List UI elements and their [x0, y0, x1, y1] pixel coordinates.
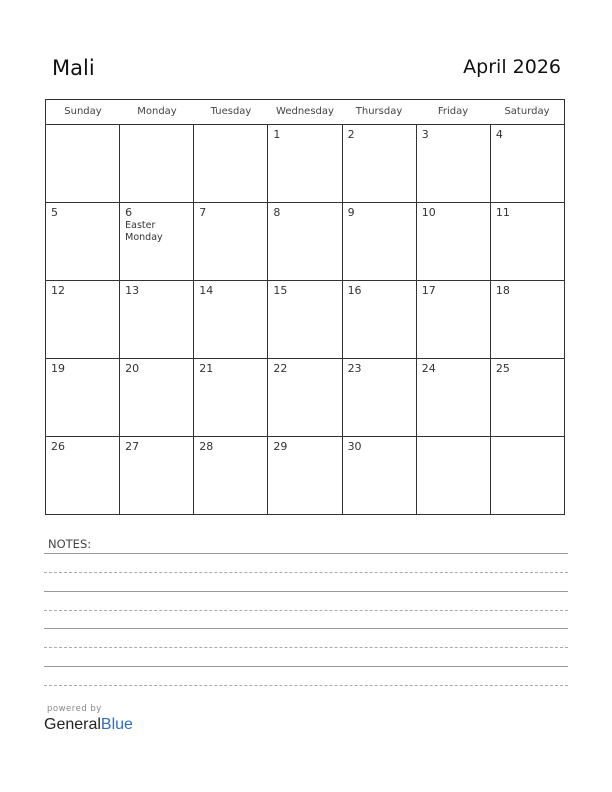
- weekday-saturday: Saturday: [504, 106, 550, 117]
- week-row: [46, 359, 564, 437]
- day-cell: [343, 203, 417, 280]
- note-line: [44, 591, 568, 592]
- day-number: 16: [347, 284, 362, 297]
- day-cell: [343, 359, 417, 436]
- day-number: 15: [273, 284, 288, 297]
- holiday-label-line: Easter: [125, 220, 156, 231]
- day-cell: [120, 281, 194, 358]
- note-line: [44, 628, 568, 629]
- day-cell: [268, 125, 342, 202]
- day-number: 17: [421, 284, 436, 297]
- weekday-header-row: [46, 100, 564, 125]
- day-cell: [120, 359, 194, 436]
- day-cell: [46, 281, 120, 358]
- week-row: [46, 125, 564, 203]
- day-number: 9: [347, 206, 355, 219]
- day-cell: [417, 203, 491, 280]
- note-line: [44, 553, 568, 554]
- calendar-weeks: [46, 125, 564, 514]
- weekday-sunday: Sunday: [64, 106, 102, 117]
- day-cell: [46, 125, 120, 202]
- day-number: 8: [273, 206, 281, 219]
- day-cell: [268, 359, 342, 436]
- weekday-thursday: Thursday: [355, 106, 403, 117]
- brand-logo: [44, 716, 133, 734]
- day-cell: [491, 359, 564, 436]
- day-cell: [46, 203, 120, 280]
- day-number: 26: [51, 440, 65, 453]
- day-cell: [268, 437, 342, 514]
- day-number: 19: [51, 362, 65, 375]
- day-number: 27: [125, 440, 140, 453]
- day-cell: [268, 281, 342, 358]
- day-number: 25: [495, 362, 510, 375]
- day-cell: [417, 437, 491, 514]
- day-cell: [46, 359, 120, 436]
- powered-by-text: powered by: [47, 704, 102, 714]
- day-number: 28: [199, 440, 214, 453]
- day-number: 29: [273, 440, 288, 453]
- day-cell: [491, 203, 564, 280]
- calendar-grid: [45, 99, 565, 515]
- day-cell: [343, 437, 417, 514]
- day-cell: [491, 125, 564, 202]
- week-row: [46, 281, 564, 359]
- country-title: Mali: [52, 56, 95, 80]
- holiday-label: [125, 220, 188, 244]
- holiday-label-line: Monday: [125, 232, 163, 243]
- day-cell: [491, 437, 564, 514]
- day-cell: [417, 281, 491, 358]
- day-cell: [417, 125, 491, 202]
- day-number: 13: [125, 284, 140, 297]
- day-number: 1: [273, 128, 281, 141]
- brand-blue: Blue: [100, 716, 133, 733]
- day-cell: [120, 125, 194, 202]
- note-line: [44, 610, 568, 611]
- note-line: [44, 572, 568, 573]
- day-number: 20: [125, 362, 140, 375]
- weekday-friday: Friday: [437, 106, 469, 117]
- day-number: 12: [51, 284, 65, 297]
- notes-label: NOTES:: [48, 537, 92, 551]
- day-number: 22: [273, 362, 288, 375]
- week-row: [46, 437, 564, 514]
- day-number: 23: [347, 362, 362, 375]
- day-cell: [120, 203, 194, 280]
- day-number: 14: [199, 284, 214, 297]
- day-number: 6: [125, 206, 133, 219]
- day-number: 7: [199, 206, 207, 219]
- day-cell: [343, 125, 417, 202]
- weekday-monday: Monday: [137, 106, 177, 117]
- day-number: 2: [347, 128, 355, 141]
- day-cell: [46, 437, 120, 514]
- day-number: 30: [347, 440, 362, 453]
- day-cell: [194, 203, 268, 280]
- day-cell: [194, 359, 268, 436]
- day-cell: [343, 281, 417, 358]
- day-cell: [491, 281, 564, 358]
- day-number: 3: [421, 128, 429, 141]
- day-number: 21: [199, 362, 214, 375]
- day-number: 4: [495, 128, 503, 141]
- note-line: [44, 647, 568, 648]
- day-cell: [194, 281, 268, 358]
- day-cell: [120, 437, 194, 514]
- note-line: [44, 685, 568, 686]
- day-cell: [417, 359, 491, 436]
- day-number: 24: [421, 362, 436, 375]
- weekday-wednesday: Wednesday: [276, 106, 334, 117]
- note-line: [44, 666, 568, 667]
- week-row: [46, 203, 564, 281]
- day-cell: [194, 437, 268, 514]
- day-number: 5: [51, 206, 58, 219]
- brand-general: General: [44, 716, 101, 733]
- day-number: 18: [495, 284, 510, 297]
- weekday-tuesday: Tuesday: [210, 106, 252, 117]
- day-number: 10: [421, 206, 436, 219]
- day-number: 11: [495, 206, 510, 219]
- month-year-title: April 2026: [463, 56, 561, 78]
- day-cell: [268, 203, 342, 280]
- day-cell: [194, 125, 268, 202]
